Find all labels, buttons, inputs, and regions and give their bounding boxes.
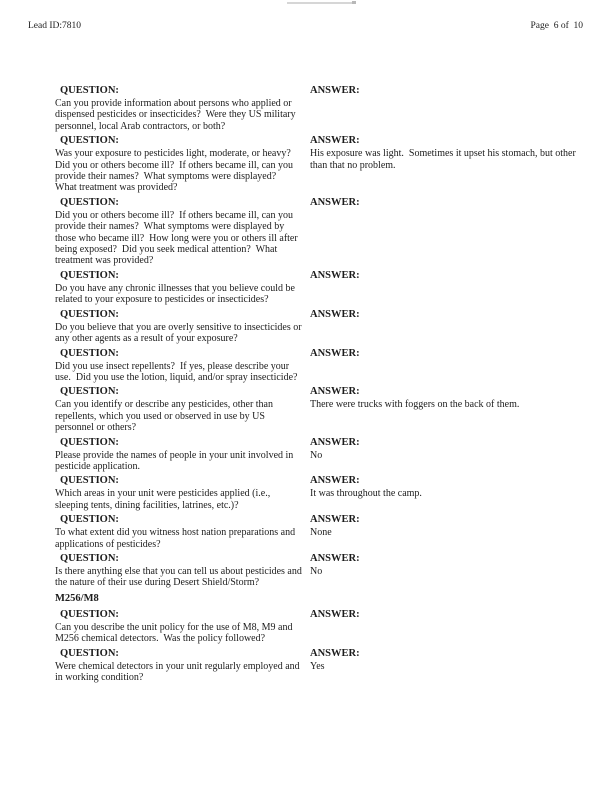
answer-label: ANSWER: bbox=[310, 552, 360, 564]
answer-text bbox=[310, 283, 590, 306]
question-text: Were chemical detectors in your unit regularly employed and in working condition? bbox=[55, 660, 303, 683]
qa-block bbox=[55, 434, 590, 473]
question-text: Do you have any chronic illnesses that you believe could be related to your exposure to pesticides or insecticides? bbox=[55, 282, 298, 306]
answer-label: ANSWER: bbox=[310, 269, 360, 281]
question-text: Was your exposure to pesticides light, moderate, or heavy? Did you or others become ill? If others became ill, can you provide their names? What symptoms were displayed? What treatment was provided? bbox=[55, 148, 296, 194]
qa-block bbox=[55, 511, 590, 550]
question-label: QUESTION: bbox=[60, 269, 119, 281]
question-text: Please provide the names of people in your unit involved in pesticide application. bbox=[55, 449, 296, 472]
question-label: QUESTION: bbox=[60, 475, 119, 487]
question-label: QUESTION: bbox=[60, 308, 119, 320]
question-text: Can you describe the unit policy for the use of M8, M9 and M256 chemical detectors. Was the policy followed? bbox=[55, 621, 295, 645]
answer-label: ANSWER: bbox=[310, 475, 360, 487]
question-label: QUESTION: bbox=[60, 608, 119, 620]
answer-label: ANSWER: bbox=[310, 647, 360, 659]
answer-label: ANSWER: bbox=[310, 514, 360, 526]
question-label: QUESTION: bbox=[60, 85, 119, 96]
answer-label: ANSWER: bbox=[310, 308, 360, 320]
qa-block bbox=[55, 606, 590, 645]
qa-block bbox=[55, 306, 590, 345]
answer-label: ANSWER: bbox=[310, 436, 360, 448]
qa-block bbox=[55, 82, 590, 132]
answer-text bbox=[310, 98, 590, 132]
qa-block bbox=[55, 345, 590, 384]
answer-text bbox=[310, 210, 590, 267]
question-label: QUESTION: bbox=[60, 135, 119, 147]
answer-label: ANSWER: bbox=[310, 386, 360, 398]
answer-label: ANSWER: bbox=[310, 196, 360, 208]
qa-block bbox=[55, 132, 590, 194]
question-label: QUESTION: bbox=[60, 196, 119, 208]
answer-text bbox=[310, 322, 590, 345]
question-label: QUESTION: bbox=[60, 647, 119, 659]
answer-text: None bbox=[310, 527, 332, 539]
answer-text: Yes bbox=[310, 660, 325, 672]
question-label: QUESTION: bbox=[60, 514, 119, 526]
question-text: Do you believe that you are overly sensitive to insecticides or any other agents as a result of your exposure? bbox=[55, 321, 305, 345]
answer-label: ANSWER: bbox=[310, 135, 360, 147]
qa-block bbox=[55, 383, 590, 433]
question-label: QUESTION: bbox=[60, 436, 119, 448]
qa-block bbox=[55, 194, 590, 267]
qa-block bbox=[55, 645, 590, 684]
question-text: Which areas in your unit were pesticides applied (i.e., sleeping tents, dining facilities, latrines, etc.)? bbox=[55, 488, 273, 511]
answer-label: ANSWER: bbox=[310, 347, 360, 359]
question-text: Can you identify or describe any pesticides, other than repellents, which you used or observed in use by US personnel or others? bbox=[55, 399, 276, 434]
question-label: QUESTION: bbox=[60, 347, 119, 359]
section-header-m256-m8: M256/M8 bbox=[55, 592, 99, 604]
question-text: Is there anything else that you can tell us about pesticides and the nature of their use during Desert Shield/Storm? bbox=[55, 565, 305, 589]
lead-id-label: Lead ID:7810 bbox=[28, 21, 82, 31]
question-text: Did you or others become ill? If others became ill, can you provide their names? What symptoms were displayed by those who became ill? How long were you or others ill after being exposed? Did you seek medical attention? What treatment was provided? bbox=[55, 209, 301, 267]
question-text: Can you provide information about persons who applied or dispensed pesticides or insecticides? Were they US military personnel, local Arab contractors, or both? bbox=[55, 98, 299, 132]
answer-text: His exposure was light. Sometimes it upset his stomach, but other than that no problem. bbox=[310, 148, 579, 171]
answer-text: No bbox=[310, 449, 323, 461]
answer-label: ANSWER: bbox=[310, 85, 360, 96]
qa-block bbox=[55, 550, 590, 589]
page-number-label: Page 6 of 10 bbox=[530, 21, 583, 31]
answer-text: There were trucks with foggers on the back of them. bbox=[310, 399, 520, 411]
question-text: Did you use insect repellents? If yes, please describe your use. Did you use the lotion, liquid, and/or spray insecticide? bbox=[55, 360, 298, 383]
answer-text: It was throughout the camp. bbox=[310, 488, 422, 500]
qa-block bbox=[55, 472, 590, 511]
qa-content bbox=[55, 82, 590, 683]
answer-text bbox=[310, 622, 590, 645]
scan-artifact bbox=[287, 2, 353, 4]
question-label: QUESTION: bbox=[60, 386, 119, 398]
answer-label: ANSWER: bbox=[310, 608, 360, 620]
answer-text bbox=[310, 361, 590, 384]
answer-text: No bbox=[310, 565, 323, 577]
question-text: To what extent did you witness host nation preparations and applications of pesticides? bbox=[55, 527, 298, 550]
qa-block bbox=[55, 267, 590, 306]
question-label: QUESTION: bbox=[60, 552, 119, 564]
